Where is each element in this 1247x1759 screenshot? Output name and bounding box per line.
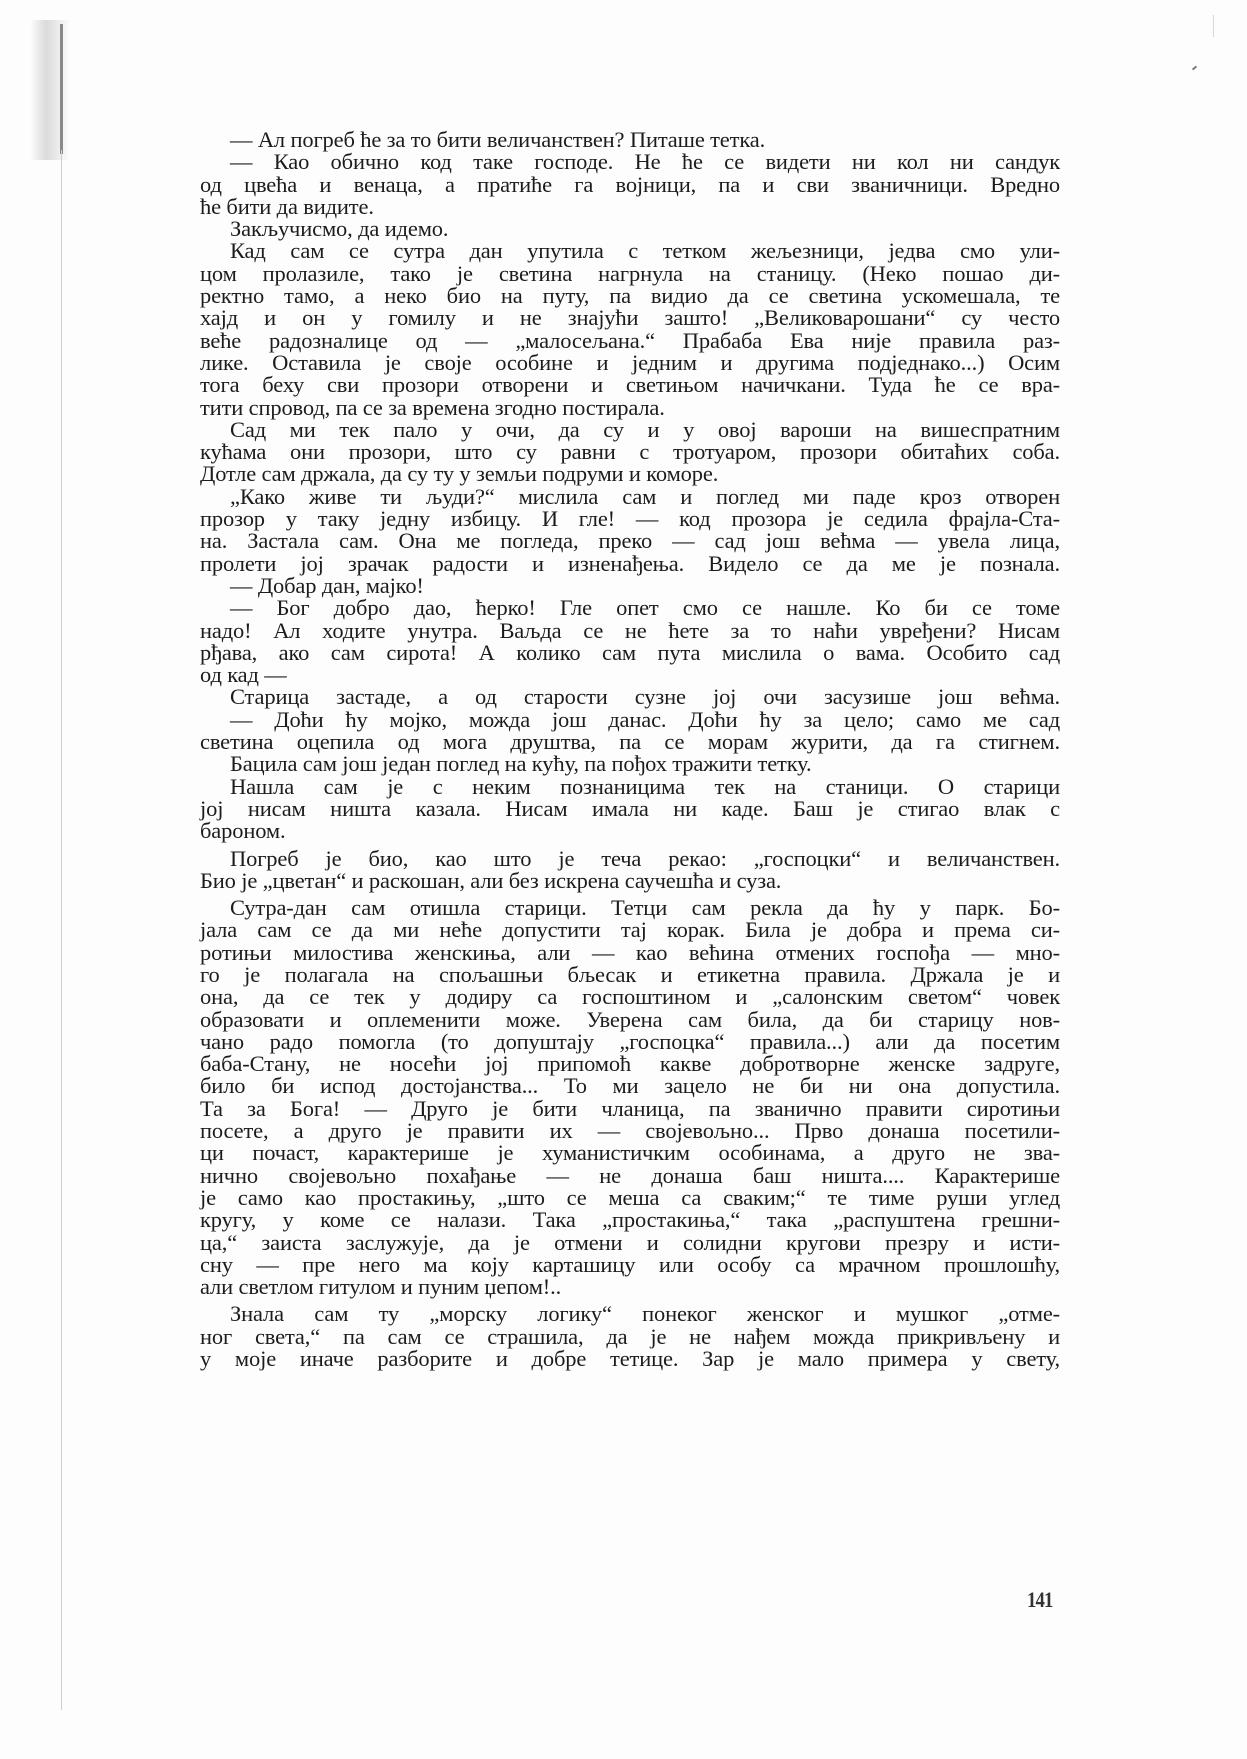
text-line: Та за Бога! — Друго је бити чланица, па званично правити сиротињи	[200, 1095, 1060, 1121]
text-line: прозор у таку једну избицу. И гле! — код прозора је седила фрајла-Ста-	[200, 506, 1060, 532]
text-line: ци почаст, карактерише је хуманистичким особинама, а друго не зва-	[200, 1140, 1060, 1166]
text-line: Погреб је био, као што је теча рекао: „госпоцки“ и величанствен.	[230, 845, 1060, 871]
text-line: цом пролазиле, тако је светина нагрнула на станицу. (Неко пошао ди-	[200, 260, 1060, 286]
text-line: бароном.	[200, 818, 286, 844]
text-line: лике. Оставила је своје особине и једним и другима подједнако...) Осим	[200, 349, 1060, 375]
text-line: надо! Ал ходите унутра. Ваљда се не ћете за то наћи увређени? Нисам	[200, 617, 1060, 643]
text-line: веће радозналице од — „малосељана.“ Прабаба Ева није правила раз-	[200, 327, 1060, 353]
scan-speck	[1192, 66, 1197, 71]
binding-edge	[60, 24, 63, 154]
text-line: кругу, у коме се налази. Така „простакиња,“ така „распуштена грешни-	[200, 1207, 1060, 1233]
text-line: баба-Стану, не носећи јој припомоћ какве добротворне женске задруге,	[200, 1051, 1060, 1077]
text-line: Дотле сам држала, да су ту у земљи подруми и коморе.	[200, 461, 719, 487]
text-line: — Бог добро дао, ћерко! Гле опет смо се нашле. Ко би се томе	[230, 595, 1060, 621]
text-line: — Доћи ћу мојко, можда још данас. Доћи ћу за цело; само ме сад	[230, 706, 1060, 732]
text-line: тити спровод, па се за времена згодно постирала.	[200, 394, 665, 420]
text-line: Нашла сам је с неким познаницима тек на станици. О старици	[230, 773, 1060, 799]
text-line: Знала сам ту „морску логику“ понеког женског и мушког „отме-	[230, 1301, 1060, 1327]
text-line: — Ал погреб ће за то бити величанствен? Питаше тетка.	[230, 127, 766, 152]
text-line: го је полагала на спољашњи бљесак и етикетна правила. Држала је и	[200, 961, 1060, 987]
text-line: Сад ми тек пало у очи, да су и у овој вароши на вишеспратним	[230, 416, 1060, 442]
text-line: ног света,“ па сам се страшила, да је не нађем можда прикривљену и	[200, 1323, 1060, 1349]
text-line: Закључисмо, да идемо.	[230, 216, 449, 242]
text-line: — Као обично код таке господе. Не ће се видети ни кол ни сандук	[230, 149, 1060, 175]
text-line: Био је „цветан“ и раскошан, али без искрена саучешћа и суза.	[200, 867, 782, 893]
text-line: било би испод достојанства... То ми зацело не би ни она допустила.	[200, 1073, 1060, 1099]
text-line: Кад сам се сутра дан упутила с тетком жељезници, једва смо ули-	[230, 238, 1060, 264]
text-line: Бацила сам још један поглед на кућу, па пођох тражити тетку.	[230, 751, 812, 777]
text-line: ректно тамо, а неко био на путу, па видио да се светина ускомешала, те	[200, 283, 1060, 309]
text-line: ца,“ заиста заслужује, да је отмени и солидни кругови презру и исти-	[200, 1229, 1060, 1255]
text-line: кућама они прозори, што су равни с тротуаром, прозори обитаћих соба.	[200, 439, 1060, 465]
text-line: ће бити да видите.	[200, 193, 374, 219]
text-line: али светлом гитулом и пуним џепом!..	[200, 1274, 562, 1300]
text-line: нично својевољно похађање — не донаша баш ништа.... Карактерише	[200, 1162, 1060, 1188]
text-line: сну — пре него ма коју карташицу или особу са мрачном прошлошћу,	[200, 1251, 1060, 1277]
text-line: тога беху сви прозори отворени и светињом начичкани. Туда ће се вра-	[200, 372, 1060, 398]
binding-edge-thin	[61, 150, 62, 1710]
text-line: светина оцепила од мога друштва, па се морам журити, да га стигнем.	[200, 729, 1060, 755]
text-line: образовати и оплеменити може. Уверена сам била, да би старицу нов-	[200, 1006, 1060, 1032]
text-line: је само као простакињу, „што се меша са сваким;“ те тиме руши углед	[200, 1184, 1060, 1210]
text-line: чано радо помогла (то допуштају „госпоцка“ правила...) али да посетим	[200, 1028, 1060, 1054]
text-line: на. Застала сам. Она ме погледа, преко — сад још већма — увела лица,	[200, 528, 1060, 554]
body-text	[200, 129, 1060, 1370]
page-number: 141	[1027, 1587, 1053, 1612]
text-line: Старица застаде, а од старости сузне јој очи засузише још већма.	[230, 684, 1060, 710]
text-line: јој нисам ништа казала. Нисам имала ни каде. Баш је стигао влак с	[200, 795, 1060, 821]
text-line: пролети јој зрачак радости и изненађења. Видело се да ме је познала.	[200, 550, 1060, 576]
text-line: јала сам се да ми неће допустити тај корак. Била је добра и према си-	[200, 917, 1060, 943]
text-line: од кад —	[200, 662, 287, 688]
text-line: „Како живе ти људи?“ мислила сам и поглед ми паде кроз отворен	[230, 483, 1060, 509]
text-line: она, да се тек у додиру са госпоштином и „салонским светом“ човек	[200, 984, 1060, 1010]
text-line: Сутра-дан сам отишла старици. Тетци сам рекла да ћу у парк. Бо-	[230, 895, 1060, 921]
text-line: у моје иначе разборите и добре тетице. Зар је мало примера у свету,	[200, 1346, 1060, 1372]
text-line: посете, а друго је правити их — својевољно... Прво донаша посетили-	[200, 1118, 1060, 1144]
binding-shadow	[30, 20, 70, 160]
text-line: хајд и он у гомилу и не знајући зашто! „Великоварошани“ су често	[200, 305, 1060, 331]
text-line: ротињи милостива женскиња, али — као већина отмених госпођа — мно-	[200, 939, 1060, 965]
scan-speck	[1213, 15, 1214, 37]
text-line: од цвећа и венаца, а пратиће га војници, па и сви званичници. Вредно	[200, 171, 1060, 197]
text-line: — Добар дан, мајко!	[230, 572, 424, 598]
text-line: рђава, ако сам сирота! А колико сам пута мислила о вама. Особито сад	[200, 639, 1060, 665]
